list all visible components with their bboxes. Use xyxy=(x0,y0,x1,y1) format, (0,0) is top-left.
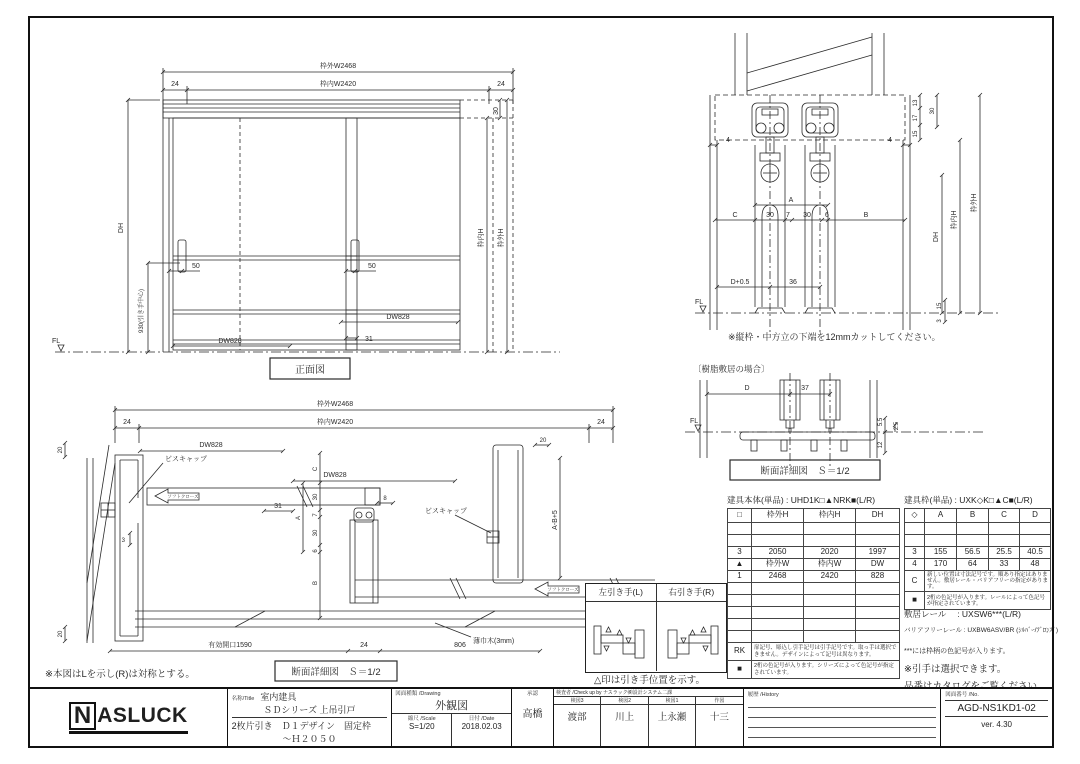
dim-2-5: 2.5 xyxy=(894,421,900,431)
table-row xyxy=(728,631,900,643)
handle-diagram-right xyxy=(657,602,727,671)
dim-inner-h: 枠内H xyxy=(951,210,958,230)
meeting-stile xyxy=(350,508,378,603)
name-line-4: ～Ｈ２０５０ xyxy=(282,734,337,744)
dim-inner-h: 枠内H xyxy=(478,228,485,248)
dim-4-right: 4 xyxy=(888,137,892,144)
fl-mark: FL xyxy=(695,299,704,306)
screw-cap-left xyxy=(101,463,163,517)
door-frame-table xyxy=(904,494,1054,610)
dim-row-c: C xyxy=(732,212,738,219)
table-row: 4 170 64 33 48 xyxy=(905,559,1051,571)
scale-label: 縮尺 /Scale xyxy=(407,716,436,722)
name-line-1: 室内建具 xyxy=(260,692,297,702)
dim-13: 13 xyxy=(913,99,919,107)
dim-d: D xyxy=(744,385,750,392)
dim-37: 37 xyxy=(801,385,809,392)
mark-30b: 30 xyxy=(313,529,319,537)
handle-diagram-left xyxy=(586,602,657,671)
logo-text: ASLUCK xyxy=(97,703,188,727)
fl-mark: FL xyxy=(52,338,61,345)
door-body-table xyxy=(727,494,904,679)
table-row xyxy=(905,523,1051,535)
drawing-name-cell xyxy=(227,689,392,746)
dim-20-right: 20 xyxy=(539,438,547,444)
drawing-type-cell xyxy=(391,689,511,746)
table-row xyxy=(728,607,900,619)
fl-mark: FL xyxy=(690,418,699,425)
soft-close-label-2: ソフトクローズ xyxy=(547,587,579,592)
scale-value: S=1/20 xyxy=(408,722,435,731)
sill-rail-note: 敷居レール : UXSW6***(L/R) xyxy=(904,609,1021,619)
dim-bottom-3: 3 xyxy=(937,319,943,323)
dim-inner-width: 枠内W2420 xyxy=(319,81,357,88)
name-line-3: 2枚片引き Ｄ１デザイン 固定枠 xyxy=(231,721,371,731)
title-block xyxy=(28,687,1054,748)
approval-label: 承認 xyxy=(527,691,539,697)
dim-dh: DH xyxy=(118,222,125,234)
screw-cap-label-2: ビスキャップ xyxy=(425,508,467,515)
dim-row-b: B xyxy=(863,212,869,219)
dim-31: 31 xyxy=(365,336,373,343)
section-detail-label: 断面詳細図 Ｓ＝1/2 xyxy=(291,667,381,678)
dim-17: 17 xyxy=(913,114,919,122)
dim-30-top: 30 xyxy=(493,107,500,115)
dim-outer-h: 枠外H xyxy=(971,193,978,213)
dim-806: 806 xyxy=(454,642,466,649)
door-frame-table-title: 建具枠(単品) : UXK◇K□▲C■(L/R) xyxy=(904,495,1033,505)
dim-3: 3 xyxy=(121,538,125,544)
table-footnote-row: ■ 2桁の色記号が入ります。シリーズによって色記号が指定されています。 xyxy=(728,661,900,679)
table-row xyxy=(905,535,1051,547)
dim-handle-center: 930(引き手中心) xyxy=(139,288,145,334)
dim-5-5: 5.5 xyxy=(878,417,884,427)
dim-dw828-2: DW828 xyxy=(323,472,347,479)
dim-4-left: 4 xyxy=(726,137,730,144)
table-header-row: □ 枠外H 枠内H DH xyxy=(728,509,900,523)
check-col: 検図3 渡部 xyxy=(554,697,600,746)
handle-select-note: ※引手は選択できます。 xyxy=(904,664,1007,675)
dim-20-bottom: 20 xyxy=(58,630,64,638)
cut-note: ※縦枠・中方立の下端を12mmカットしてください。 xyxy=(728,332,941,342)
resin-sill-caption: 〔樹脂敷居の場合〕 xyxy=(693,364,770,374)
dim-outer-w: 枠外W2468 xyxy=(316,401,354,408)
handle-selection-panel xyxy=(585,583,727,673)
drawing-type-label: 図面種類 /Drawing xyxy=(395,691,441,697)
dim-31: 31 xyxy=(274,503,282,510)
table-row xyxy=(728,535,900,547)
mark-c: C xyxy=(313,466,319,472)
rail-notes xyxy=(904,600,1059,692)
dim-8: 8 xyxy=(383,496,387,502)
date-value: 2018.02.03 xyxy=(461,722,502,731)
mark-30a: 30 xyxy=(313,493,319,501)
dim-outer-h: 枠外H xyxy=(498,228,505,248)
dim-12: 12 xyxy=(878,441,884,449)
dim-row-30b: 30 xyxy=(803,212,811,219)
dim-15: 15 xyxy=(913,130,919,138)
dim-row-30a: 30 xyxy=(766,212,774,219)
table-footnote-row: ■ 2桁の色記号が入ります。レールによって色記号が指定されています。 xyxy=(905,592,1051,610)
mark-6: 6 xyxy=(313,549,319,553)
history-label: 履歴 /History xyxy=(747,692,779,698)
front-elevation-view xyxy=(40,28,570,383)
table-row xyxy=(728,619,900,631)
table-row: 3 155 56.5 25.5 40.5 xyxy=(905,547,1051,559)
dim-30: 30 xyxy=(930,107,936,115)
dim-50-right: 50 xyxy=(368,263,376,270)
door-body-table-title: 建具本体(単品) : UHD1K□▲NRK■(L/R) xyxy=(727,495,876,505)
dim-a: A xyxy=(788,197,794,204)
table-row: 3 2050 2020 1997 xyxy=(728,547,900,559)
version-value: ver. 4.30 xyxy=(981,720,1012,729)
dim-bottom-15: 15 xyxy=(937,302,943,310)
dim-dw-left: DW828 xyxy=(218,338,242,345)
check-col: 検図2 川上 xyxy=(600,697,647,746)
number-label: 図面番号 /No. xyxy=(945,692,979,698)
dim-d05: D+0.5 xyxy=(730,279,750,286)
table-row xyxy=(728,583,900,595)
check-cell xyxy=(553,689,743,746)
dim-dw828-1: DW828 xyxy=(199,442,223,449)
dim-row-6: 6 xyxy=(825,212,829,219)
resin-sill-detail-view xyxy=(685,358,995,486)
check-label: 検査者 /Check up by ナスラック㈱設計システム二課 xyxy=(555,690,673,696)
mark-a: A xyxy=(296,515,302,521)
barrier-free-rail-note: バリアフリーレール : UXBW6ASV/BR (ｼﾙﾊﾞｰ/ﾌﾞﾛﾝｽﾞ) xyxy=(904,627,1059,634)
dim-24-left: 24 xyxy=(171,81,179,88)
section-detail-label: 断面詳細図 Ｓ＝1/2 xyxy=(760,466,850,477)
symmetry-note: ※本図はLを示し(R)は対称とする。 xyxy=(45,669,195,680)
approval-value: 高橋 xyxy=(522,709,543,720)
baseboard-label: 薄巾木(3mm) xyxy=(473,638,515,645)
name-line-2: ＳＤシリーズ 上吊引戸 xyxy=(263,705,356,715)
soft-close-label-1: ソフトクローズ xyxy=(167,494,199,499)
dim-24-left: 24 xyxy=(123,419,131,426)
logo-cell xyxy=(30,689,227,746)
dim-24-bottom: 24 xyxy=(360,642,368,649)
dim-24-right: 24 xyxy=(497,81,505,88)
drawing-number-cell xyxy=(940,689,1052,746)
mark-7: 7 xyxy=(313,513,319,517)
dim-dw-right: DW828 xyxy=(386,314,410,321)
name-label: 名称/Title xyxy=(231,696,255,702)
dim-inner-w: 枠内W2420 xyxy=(316,419,354,426)
nasluck-logo xyxy=(69,702,188,734)
color-code-note: ***には枠柄の色記号が入ります。 xyxy=(904,648,1010,655)
left-handle-title: 左引き手(L) xyxy=(586,584,657,601)
table-footnote-row: C 新しい位置は寸法記号です。順あり指定はありません。敷居レール・バリアフリーの指定があります。 xyxy=(905,571,1051,592)
dim-24-right: 24 xyxy=(597,419,605,426)
dim-a-b5: A-B+5 xyxy=(552,510,559,530)
table-row: ▲ 枠外W 枠内W DW xyxy=(728,559,900,571)
dim-row-7: 7 xyxy=(786,212,790,219)
history-cell xyxy=(743,689,941,746)
right-handle-title: 右引き手(R) xyxy=(668,587,715,597)
table-row xyxy=(728,523,900,535)
screw-cap-label-1: ビスキャップ xyxy=(165,456,207,463)
drawing-type-value: 外観図 xyxy=(435,700,469,712)
dim-50-left: 50 xyxy=(192,263,200,270)
mark-b: B xyxy=(313,580,319,586)
dim-outer-width: 枠外W2468 xyxy=(319,63,357,70)
approval-cell xyxy=(511,689,553,746)
dim-opening: 有効開口1590 xyxy=(208,642,252,649)
dim-36: 36 xyxy=(789,279,797,286)
date-label: 日付 /Date xyxy=(468,716,495,722)
table-footnote-row: RK 扉記号、彫込し引手記号は引手記号です。取っ手は選択できません。デザインによって記号は異なります。 xyxy=(728,643,900,661)
table-row xyxy=(728,595,900,607)
table-header-row: ◇ A B C D xyxy=(905,509,1051,523)
hanger-section-view xyxy=(690,25,1010,355)
handle-position-note: △印は引き手位置を示す。 xyxy=(594,675,706,686)
door-leaf-left xyxy=(173,118,357,350)
front-view-label: 正面図 xyxy=(295,365,325,376)
drawing-number-value: AGD-NS1KD1-02 xyxy=(945,700,1048,717)
dim-20-top: 20 xyxy=(58,446,64,454)
dim-dh: DH xyxy=(933,231,940,243)
check-col: 作図 十三 xyxy=(695,697,742,746)
table-row: 1 2468 2420 828 xyxy=(728,571,900,583)
check-col: 検図1 上永瀬 xyxy=(648,697,695,746)
logo-n-icon: N xyxy=(69,702,96,730)
